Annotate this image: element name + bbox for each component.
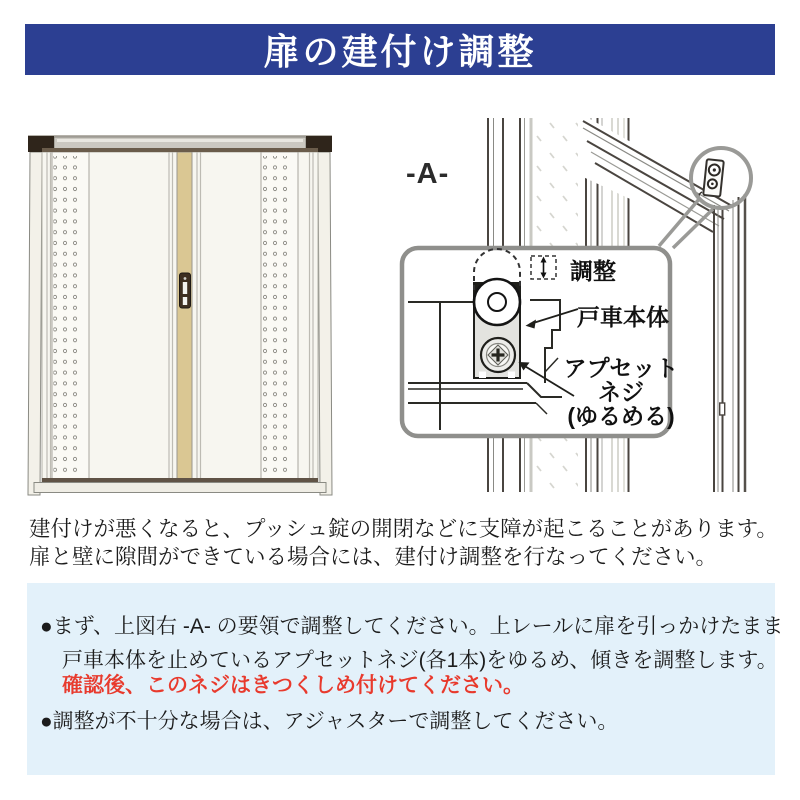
- label-upset-screw-line1: アプセット: [563, 355, 679, 381]
- door-illustrations: [0, 100, 800, 510]
- label-upset-screw: [556, 356, 686, 428]
- section-label-a: -A-: [406, 158, 450, 190]
- push-lock: [180, 273, 191, 308]
- label-upset-screw-line2: ネジ: [598, 379, 644, 405]
- note-bullet1-line1: ●まず、上図右 -A- の要領で調整してください。上レールに扉を引っかけたまま: [40, 615, 784, 638]
- label-roller-body: 戸車本体: [577, 304, 669, 330]
- note-bullet1-warning: 確認後、このネジはきつくしめ付けてください。: [62, 674, 524, 697]
- note-bullet2: ●調整が不十分な場合は、アジャスターで調整してください。: [40, 710, 619, 733]
- door-front-figure: [28, 135, 332, 495]
- page-title: 扉の建付け調整: [263, 31, 537, 72]
- corner-roller-bracket: [703, 159, 724, 197]
- intro-line-1: 建付けが悪くなると、プッシュ錠の開閉などに支障が起こることがあります。: [29, 517, 778, 541]
- intro-line-2: 扉と壁に隙間ができている場合には、建付け調整を行なってください。: [29, 545, 718, 569]
- label-upset-screw-line3: (ゆるめる): [567, 403, 675, 429]
- intro-paragraph: [29, 515, 778, 571]
- label-adjust: 調整: [570, 258, 616, 284]
- notes-box: [27, 583, 784, 775]
- upset-screw: [481, 338, 515, 372]
- header-bar: [25, 24, 775, 75]
- note-bullet1-line2: 戸車本体を止めているアプセットネジ(各1本)をゆるめ、傾きを調整します。: [62, 649, 778, 672]
- jamb-latch-notch: [720, 403, 725, 415]
